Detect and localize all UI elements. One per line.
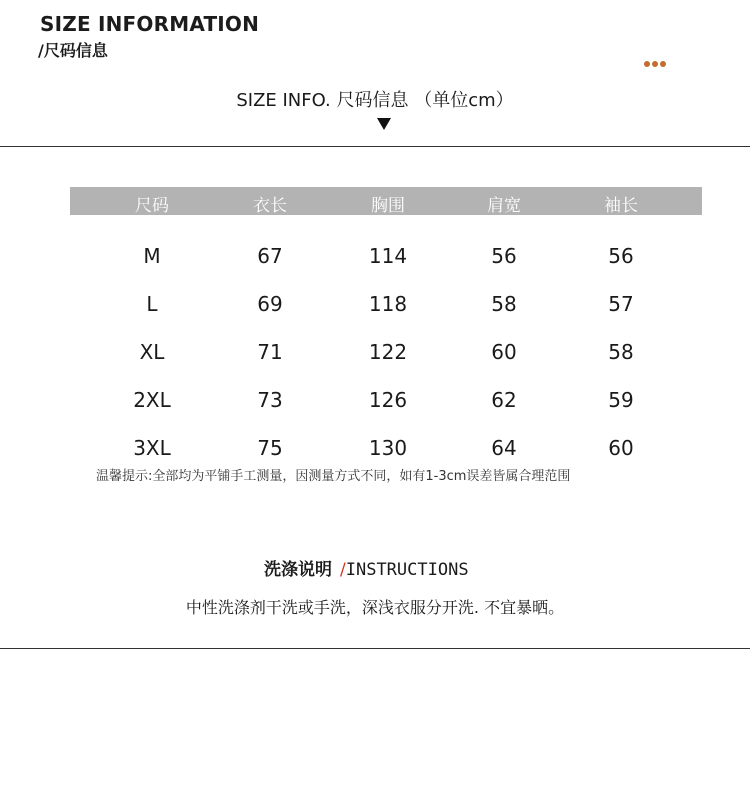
chest-cell: 130 [368,436,408,460]
column-header-chest: 胸围 [371,196,405,216]
column-header-shoulder: 肩宽 [487,196,521,216]
size-info-heading: SIZE INFO. 尺码信息 （单位cm） [236,90,514,111]
sleeve-cell: 57 [608,292,634,316]
measurement-note: 温馨提示:全部均为平铺手工测量，因测量方式不同，如有1-3cm误差皆属合理范围 [96,469,571,484]
sleeve-cell: 56 [608,244,634,268]
size-cell: 3XL [133,436,171,460]
washing-title-en: INSTRUCTIONS [345,560,469,580]
size-cell: 2XL [133,388,171,412]
table-row [0,292,750,318]
decorative-dots-icon [644,61,666,67]
size-cell: M [143,244,161,268]
length-cell: 67 [257,244,283,268]
title-slash: / [340,560,346,580]
sleeve-cell: 59 [608,388,634,412]
washing-instructions: 中性洗涤剂干洗或手洗，深浅衣服分开洗. 不宜暴晒。 [185,598,565,617]
washing-title-cn: 洗涤说明 [264,560,332,580]
size-cell: XL [139,340,165,364]
length-cell: 73 [257,388,283,412]
down-arrow-icon [377,118,391,130]
size-table-header [70,187,702,215]
column-header-sleeve: 袖长 [604,196,638,216]
shoulder-cell: 56 [491,244,517,268]
table-row [0,436,750,462]
length-cell: 75 [257,436,283,460]
shoulder-cell: 60 [491,340,517,364]
size-cell: L [146,292,158,316]
shoulder-cell: 62 [491,388,517,412]
table-row [0,388,750,414]
sleeve-cell: 60 [608,436,634,460]
divider-bottom [0,648,750,649]
chest-cell: 118 [368,292,408,316]
washing-title [264,555,469,580]
sleeve-cell: 58 [608,340,634,364]
dot [660,61,666,67]
dot [644,61,650,67]
shoulder-cell: 58 [491,292,517,316]
dot [652,61,658,67]
chest-cell: 126 [368,388,408,412]
page-title-cn: /尺码信息 [38,41,108,60]
chest-cell: 114 [368,244,408,268]
shoulder-cell: 64 [491,436,517,460]
page-title-en: SIZE INFORMATION [40,12,260,36]
length-cell: 71 [257,340,283,364]
column-header-size: 尺码 [135,196,169,216]
length-cell: 69 [257,292,283,316]
column-header-length: 衣长 [253,196,287,216]
table-row [0,340,750,366]
divider-top [0,146,750,147]
chest-cell: 122 [368,340,408,364]
table-row [0,244,750,270]
